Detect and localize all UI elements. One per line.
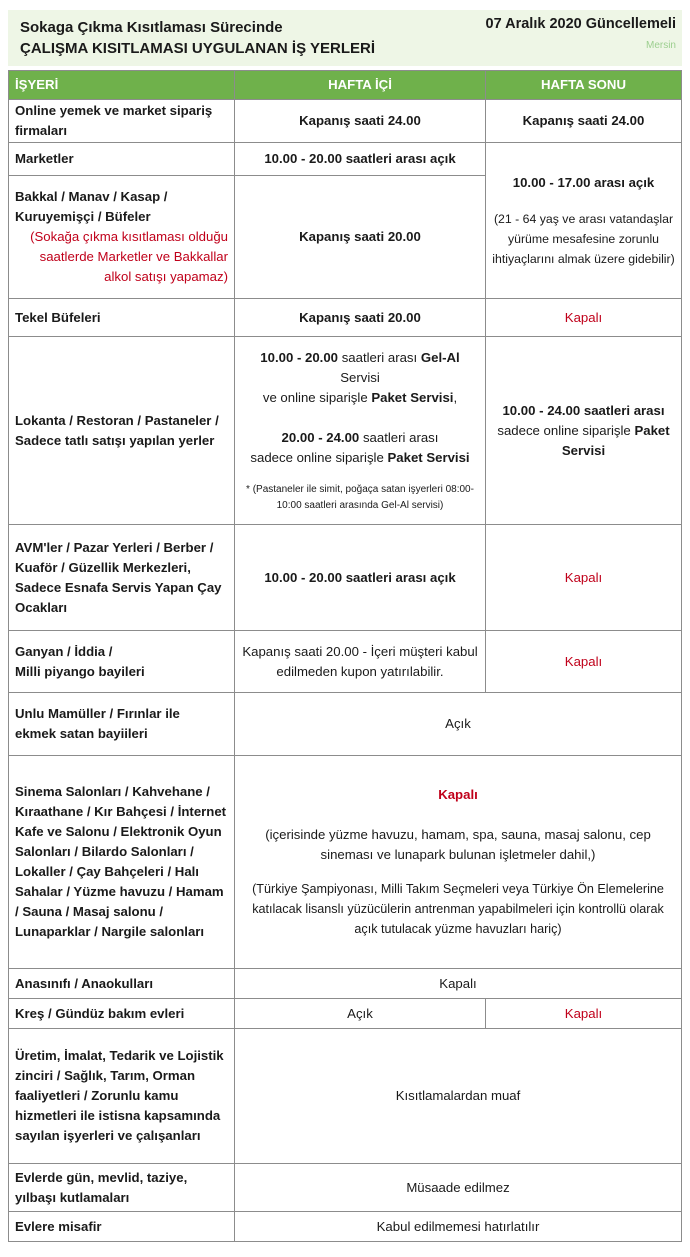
weekday-tekel: Kapanış saati 20.00 xyxy=(235,299,486,337)
row-name-bakkal: Bakkal / Manav / Kasap / Kuruyemişçi / Büfeler (Sokağa çıkma kısıtlaması olduğu saatlerde Marketler ve Bakkallar alkol satışı yapamaz) xyxy=(9,176,235,299)
row-name-lokanta: Lokanta / Restoran / Pastaneler / Sadece tatlı satışı yapılan yerler xyxy=(9,337,235,525)
row-name-evlerde: Evlerde gün, mevlid, taziye, yılbaşı kutlamaları xyxy=(9,1164,235,1212)
table-row-market xyxy=(9,143,682,176)
status-uretim: Kısıtlamalardan muaf xyxy=(235,1029,682,1164)
weekend-ganyan: Kapalı xyxy=(486,631,682,693)
status-evlerde: Müsaade edilmez xyxy=(235,1164,682,1212)
weekday-bakkal: Kapanış saati 20.00 xyxy=(235,176,486,299)
header-title-line2: ÇALIŞMA KISITLAMASI UYGULANAN İŞ YERLERİ xyxy=(20,40,376,57)
table-row-unlu xyxy=(9,693,682,756)
restrictions-table xyxy=(8,70,682,1242)
weekend-avm: Kapalı xyxy=(486,525,682,631)
table-row-sinema xyxy=(9,756,682,969)
status-unlu: Açık xyxy=(235,693,682,756)
weekday-avm: 10.00 - 20.00 saatleri arası açık xyxy=(235,525,486,631)
table-row-uretim xyxy=(9,1029,682,1164)
table-row-avm xyxy=(9,525,682,631)
column-header-hafta-ici: HAFTA İÇİ xyxy=(235,71,486,100)
table-row-tekel xyxy=(9,299,682,337)
table-row-online xyxy=(9,100,682,143)
row-name-misafir: Evlere misafir xyxy=(9,1212,235,1242)
header-band xyxy=(8,10,682,66)
weekend-kres: Kapalı xyxy=(486,999,682,1029)
table-row-anasinifi xyxy=(9,969,682,999)
row-name-market: Marketler xyxy=(9,143,235,176)
table-row-lokanta xyxy=(9,337,682,525)
row-name-online: Online yemek ve market sipariş firmaları xyxy=(9,100,235,143)
weekend-market-bakkal: 10.00 - 17.00 arası açık (21 - 64 yaş ve arası vatandaşlar yürüme mesafesine zorunlu ihtiyaçlarını almak üzere gidebilir) xyxy=(486,143,682,299)
row-name-anasinifi: Anasınıfı / Anaokulları xyxy=(9,969,235,999)
status-anasinifi: Kapalı xyxy=(235,969,682,999)
weekday-lokanta: 10.00 - 20.00 saatleri arası Gel-Al Servisi ve online siparişle Paket Servisi, 20.00 - 24.00 saatleri arası sadece online siparişle Paket Servisi * (Pastaneler ile simit, poğaça satan işyerleri 08:00- 10:00 saatleri arasında Gel-Al servisi) xyxy=(235,337,486,525)
weekend-tekel: Kapalı xyxy=(486,299,682,337)
weekday-market: 10.00 - 20.00 saatleri arası açık xyxy=(235,143,486,176)
header-title-line1: Sokaga Çıkma Kısıtlaması Sürecinde xyxy=(20,19,283,36)
weekday-ganyan: Kapanış saati 20.00 - İçeri müşteri kabul edilmeden kupon yatırılabilir. xyxy=(235,631,486,693)
row-name-uretim: Üretim, İmalat, Tedarik ve Lojistik zinciri / Sağlık, Tarım, Orman faaliyetleri / Zorunlu kamu hizmetleri ile istisna kapsamında sayılan işyerleri ve çalışanları xyxy=(9,1029,235,1164)
table-row-ganyan xyxy=(9,631,682,693)
table-row-evlerde xyxy=(9,1164,682,1212)
status-misafir: Kabul edilmemesi hatırlatılır xyxy=(235,1212,682,1242)
weekday-kres: Açık xyxy=(235,999,486,1029)
header-city: Mersin xyxy=(645,40,676,51)
weekend-lokanta: 10.00 - 24.00 saatleri arası sadece online siparişle Paket Servisi xyxy=(486,337,682,525)
table-row-misafir xyxy=(9,1212,682,1242)
column-header-hafta-sonu: HAFTA SONU xyxy=(486,71,682,100)
header-date: 07 Aralık 2020 Güncellemeli xyxy=(485,16,676,32)
row-name-kres: Kreş / Gündüz bakım evleri xyxy=(9,999,235,1029)
row-name-unlu: Unlu Mamüller / Fırınlar ile ekmek satan bayiileri xyxy=(9,693,235,756)
row-name-sinema: Sinema Salonları / Kahvehane / Kıraathane / Kır Bahçesi / İnternet Kafe ve Salonu / Elektronik Oyun Salonları / Bilardo Salonları / Lokaller / Çay Bahçeleri / Halı Sahalar / Yüzme havuzu / Hamam / Sauna / Masaj salonu / Lunaparklar / Nargile salonları xyxy=(9,756,235,969)
row-name-ganyan: Ganyan / İddia / Milli piyango bayileri xyxy=(9,631,235,693)
column-header-isyeri: İŞYERİ xyxy=(9,71,235,100)
weekday-online: Kapanış saati 24.00 xyxy=(235,100,486,143)
table-row-kres xyxy=(9,999,682,1029)
table-header-row xyxy=(9,71,682,100)
weekend-online: Kapanış saati 24.00 xyxy=(486,100,682,143)
status-sinema: Kapalı (içerisinde yüzme havuzu, hamam, spa, sauna, masaj salonu, cep sineması ve lunapark bulunan işletmeler dahil,) (Türkiye Şampiyonası, Milli Takım Seçmeleri veya Türkiye Ön Elemelerine katılacak lisanslı yüzücülerin antrenman yapabilmeleri için kontrollü olarak açık tutulacak yüzme havuzları hariç) xyxy=(235,756,682,969)
row-name-tekel: Tekel Büfeleri xyxy=(9,299,235,337)
row-name-avm: AVM'ler / Pazar Yerleri / Berber / Kuaför / Güzellik Merkezleri, Sadece Esnafa Servis Yapan Çay Ocakları xyxy=(9,525,235,631)
